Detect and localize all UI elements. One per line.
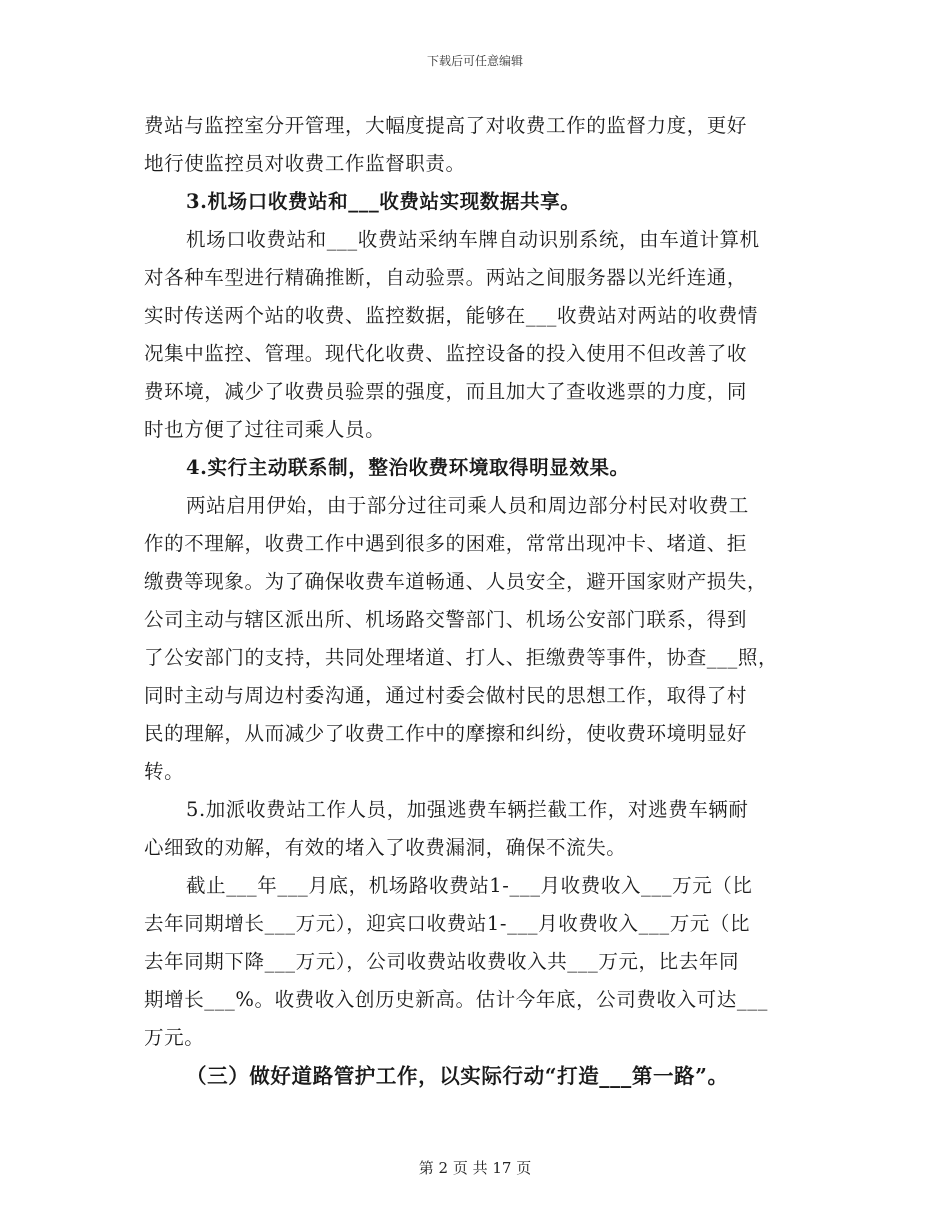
body-line: 5.加派收费站工作人员，加强逃费车辆拦截工作，对逃费车辆耐 [186,798,749,821]
body-line: 机场口收费站和___收费站采纳车牌自动识别系统，由车道计算机 [186,228,760,251]
body-line: 民的理解，从而减少了收费工作中的摩擦和纠纷，使收费环境明显好 [144,722,748,745]
body-line: 时也方便了过往司乘人员。 [144,418,386,441]
body-line: 去年同期增长___万元），迎宾口收费站1-___月收费收入___万元（比 [144,912,751,935]
body-line: 万元。 [144,1026,205,1049]
body-line: 地行使监控员对收费工作监督职责。 [144,152,466,175]
page-header: 下载后可任意编辑 [426,54,523,68]
body-line: 了公安部门的支持，共同处理堵道、打人、拒缴费等事件，协查___照， [144,646,779,669]
body-line: 费站与监控室分开管理，大幅度提高了对收费工作的监督力度，更好 [144,114,748,137]
body-line: 缴费等现象。为了确保收费车道畅通、人员安全，避开国家财产损失， [144,570,768,593]
body-line: 况集中监控、管理。现代化收费、监控设备的投入使用不但改善了收 [144,342,748,365]
body-line: 作的不理解，收费工作中遇到很多的困难，常常出现冲卡、堵道、拒 [144,532,748,555]
body-line: 同时主动与周边村委沟通，通过村委会做村民的思想工作，取得了村 [144,684,748,707]
section-heading: 3.机场口收费站和___收费站实现数据共享。 [186,190,581,213]
body-line: 心细致的劝解，有效的堵入了收费漏洞，确保不流失。 [144,836,627,859]
body-line: 费环境，减少了收费员验票的强度，而且加大了查收逃票的力度，同 [144,380,748,403]
body-line: 公司主动与辖区派出所、机场路交警部门、机场公安部门联系，得到 [144,608,748,631]
body-line: 截止___年___月底，机场路收费站1-___月收费收入___万元（比 [186,874,753,897]
body-line: 对各种车型进行精确推断，自动验票。两站之间服务器以光纤连通， [144,266,748,289]
subsection-heading: （三）做好道路管护工作，以实际行动“打造___第一路”。 [186,1064,729,1088]
page-footer: 第 2 页 共 17 页 [418,1159,532,1177]
body-line: 两站启用伊始，由于部分过往司乘人员和周边部分村民对收费工 [186,494,749,517]
section-heading: 4.实行主动联系制，整治收费环境取得明显效果。 [186,456,630,479]
body-line: 期增长___%。收费收入创历史新高。估计今年底，公司费收入可达___ [144,988,768,1011]
body-line: 转。 [144,760,185,783]
body-line: 去年同期下降___万元），公司收费站收费收入共___万元，比去年同 [144,950,740,973]
body-line: 实时传送两个站的收费、监控数据，能够在___收费站对两站的收费情 [144,304,758,327]
